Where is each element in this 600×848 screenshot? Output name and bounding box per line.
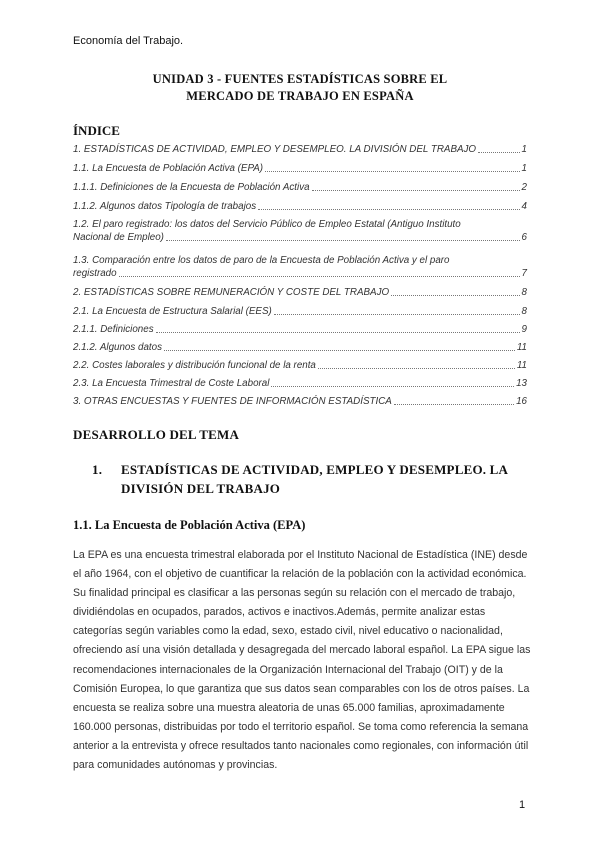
page-header: Economía del Trabajo. xyxy=(73,35,184,47)
toc-entry[interactable]: 2.1. La Encuesta de Estructura Salarial (EES) 8 xyxy=(73,306,527,317)
unit-title xyxy=(0,71,600,105)
section-heading: DESARROLLO DEL TEMA xyxy=(73,427,240,442)
toc-entry[interactable]: 2.2. Costes laborales y distribución funcional de la renta 11 xyxy=(73,360,527,371)
toc-entry[interactable]: 1.2. El paro registrado: los datos del Servicio Público de Empleo Estatal (Antiguo Instituto Nacional de Empleo) 6 xyxy=(73,219,527,243)
page-number: 1 xyxy=(519,799,526,811)
subsection-title: 1.1. La Encuesta de Población Activa (EPA) xyxy=(73,518,306,532)
toc-entry[interactable]: 2.1.1. Definiciones 9 xyxy=(73,324,527,335)
body-paragraph: La EPA es una encuesta trimestral elaborada por el Instituto Nacional de Estadística (INE) desde el año 1964, con el objetivo de cuantificar la relación de la población con la actividad económica. Su finalidad principal es clasificar a las personas según su relación con el mercado de trabajo, dividiéndolas en ocupados, parados, activos e inactivos.Además, permite analizar estas categorías según variables como la edad, sexo, estado civil, nivel educativo o nacionalidad, ofreciendo así una visión detallada y desagregada del mercado laboral español. La EPA sigue las recomendaciones internacionales de la Organización Internacional del Trabajo (OIT) y de la Comisión Europea, lo que garantiza que sus datos sean comparables con los de otros países. La encuesta se realiza sobre una muestra aleatoria de unas 65.000 familias, aproximadamente 160.000 personas, distribuidas por todo el territorio español. Se toma como referencia la semana anterior a la entrevista y ofrece resultados tanto nacionales como regionales, con información útil para comunidades autónomas y provincias. xyxy=(73,549,531,772)
chapter-title: ESTADÍSTICAS DE ACTIVIDAD, EMPLEO Y DESEMPLEO. LA DIVISIÓN DEL TRABAJO xyxy=(121,462,508,496)
chapter-heading xyxy=(92,460,522,498)
toc-entry[interactable]: 1.1.2. Algunos datos Tipología de trabajos 4 xyxy=(73,201,527,212)
toc-entry[interactable]: 1.3. Comparación entre los datos de paro de la Encuesta de Población Activa y el paro registrado 7 xyxy=(73,255,527,279)
toc-entry[interactable]: 1.1. La Encuesta de Población Activa (EPA) 1 xyxy=(73,163,527,174)
toc-entry[interactable]: 2.3. La Encuesta Trimestral de Coste Laboral 13 xyxy=(73,378,527,389)
toc-entry[interactable]: 1.1.1. Definiciones de la Encuesta de Población Activa 2 xyxy=(73,182,527,193)
unit-title-line1: UNIDAD 3 - FUENTES ESTADÍSTICAS SOBRE EL xyxy=(152,72,448,86)
toc-heading: ÍNDICE xyxy=(73,123,120,138)
unit-title-line2: MERCADO DE TRABAJO EN ESPAÑA xyxy=(186,89,414,103)
toc-entry[interactable]: 2. ESTADÍSTICAS SOBRE REMUNERACIÓN Y COSTE DEL TRABAJO 8 xyxy=(73,287,527,298)
toc-entry[interactable]: 3. OTRAS ENCUESTAS Y FUENTES DE INFORMACIÓN ESTADÍSTICA 16 xyxy=(73,396,527,407)
toc-entry[interactable]: 2.1.2. Algunos datos 11 xyxy=(73,342,527,353)
chapter-number: 1. xyxy=(92,462,103,477)
toc-entry[interactable]: 1. ESTADÍSTICAS DE ACTIVIDAD, EMPLEO Y DESEMPLEO. LA DIVISIÓN DEL TRABAJO 1 xyxy=(73,144,527,155)
